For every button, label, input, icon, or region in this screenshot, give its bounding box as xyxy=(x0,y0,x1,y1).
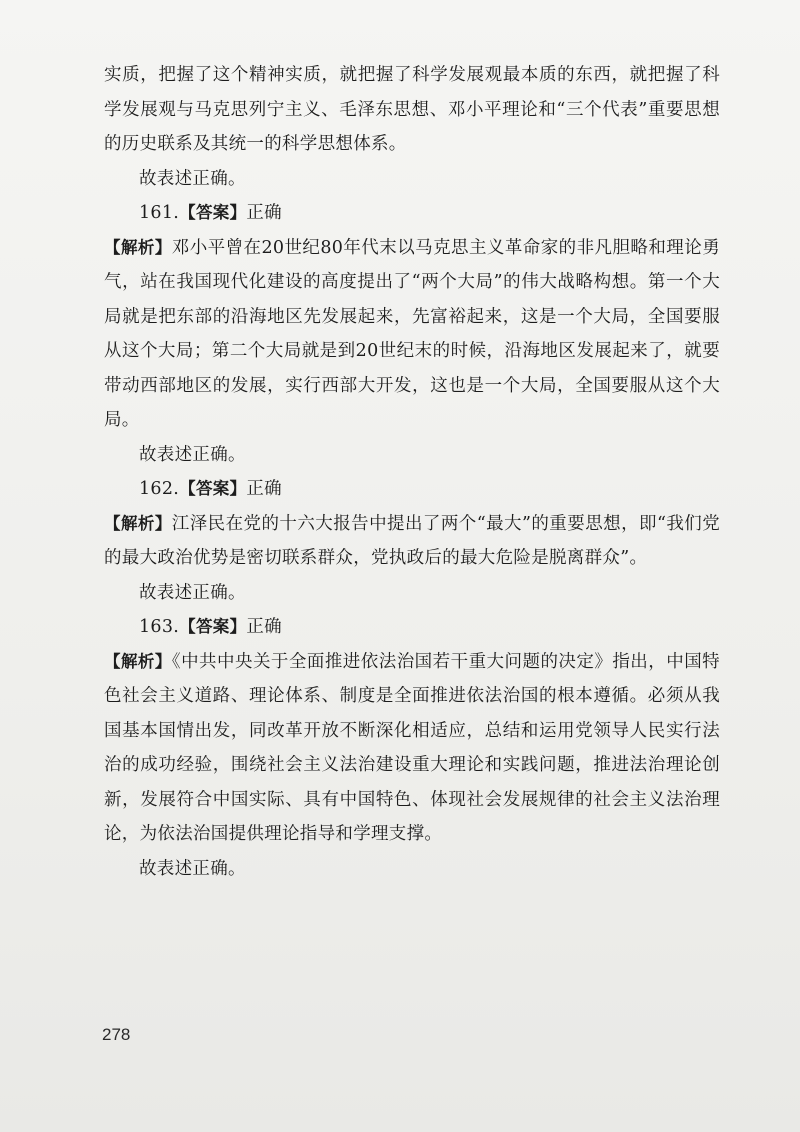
question-number: 161. xyxy=(139,203,180,223)
answer-label: 【答案】 xyxy=(179,617,247,636)
question-number: 163. xyxy=(139,617,180,637)
page-content xyxy=(104,58,720,886)
analysis-label: 【解析】 xyxy=(104,651,172,671)
answer-label: 【答案】 xyxy=(179,479,247,498)
analysis-paragraph-163 xyxy=(104,645,720,852)
analysis-label: 【解析】 xyxy=(104,237,172,257)
analysis-label: 【解析】 xyxy=(104,513,172,533)
paragraph-continuation: 实质，把握了这个精神实质，就把握了科学发展观最本质的东西，就把握了科学发展观与马克思列宁主义、毛泽东思想、邓小平理论和“三个代表”重要思想的历史联系及其统一的科学思想体系。 xyxy=(104,65,720,154)
conclusion-line: 故表述正确。 xyxy=(139,858,246,879)
answer-value: 正确 xyxy=(246,203,282,223)
answer-line-161 xyxy=(104,196,720,231)
analysis-text: 江泽民在党的十六大报告中提出了两个“最大”的重要思想，即“我们党的最大政治优势是密切联系群众，党执政后的最大危险是脱离群众”。 xyxy=(104,513,721,568)
answer-value: 正确 xyxy=(246,617,282,637)
answer-line-162 xyxy=(104,472,720,507)
analysis-paragraph-161 xyxy=(104,231,720,438)
answer-value: 正确 xyxy=(246,479,282,499)
question-number: 162. xyxy=(139,479,180,499)
conclusion-line: 故表述正确。 xyxy=(139,444,246,465)
conclusion-line: 故表述正确。 xyxy=(139,582,246,603)
analysis-text: 邓小平曾在20世纪80年代末以马克思主义革命家的非凡胆略和理论勇气，站在我国现代化建设的高度提出了“两个大局”的伟大战略构想。第一个大局就是把东部的沿海地区先发展起来，先富裕起来，这是一个大局，全国要服从这个大局；第二个大局就是到20世纪末的时候，沿海地区发展起来了，就要带动西部地区的发展，实行西部大开发，这也是一个大局，全国要服从这个大局。 xyxy=(104,237,720,430)
analysis-paragraph-162 xyxy=(104,507,720,576)
answer-label: 【答案】 xyxy=(179,203,247,222)
analysis-text: 《中共中央关于全面推进依法治国若干重大问题的决定》指出，中国特色社会主义道路、理论体系、制度是全面推进依法治国的根本遵循。必须从我国基本国情出发，同改革开放不断深化相适应，总结和运用党领导人民实行法治的成功经验，围绕社会主义法治建设重大理论和实践问题，推进法治理论创新，发展符合中国实际、具有中国特色、体现社会发展规律的社会主义法治理论，为依法治国提供理论指导和学理支撑。 xyxy=(104,651,720,844)
answer-line-163 xyxy=(104,610,720,645)
page-number: 278 xyxy=(102,1025,131,1044)
conclusion-line: 故表述正确。 xyxy=(139,168,246,189)
